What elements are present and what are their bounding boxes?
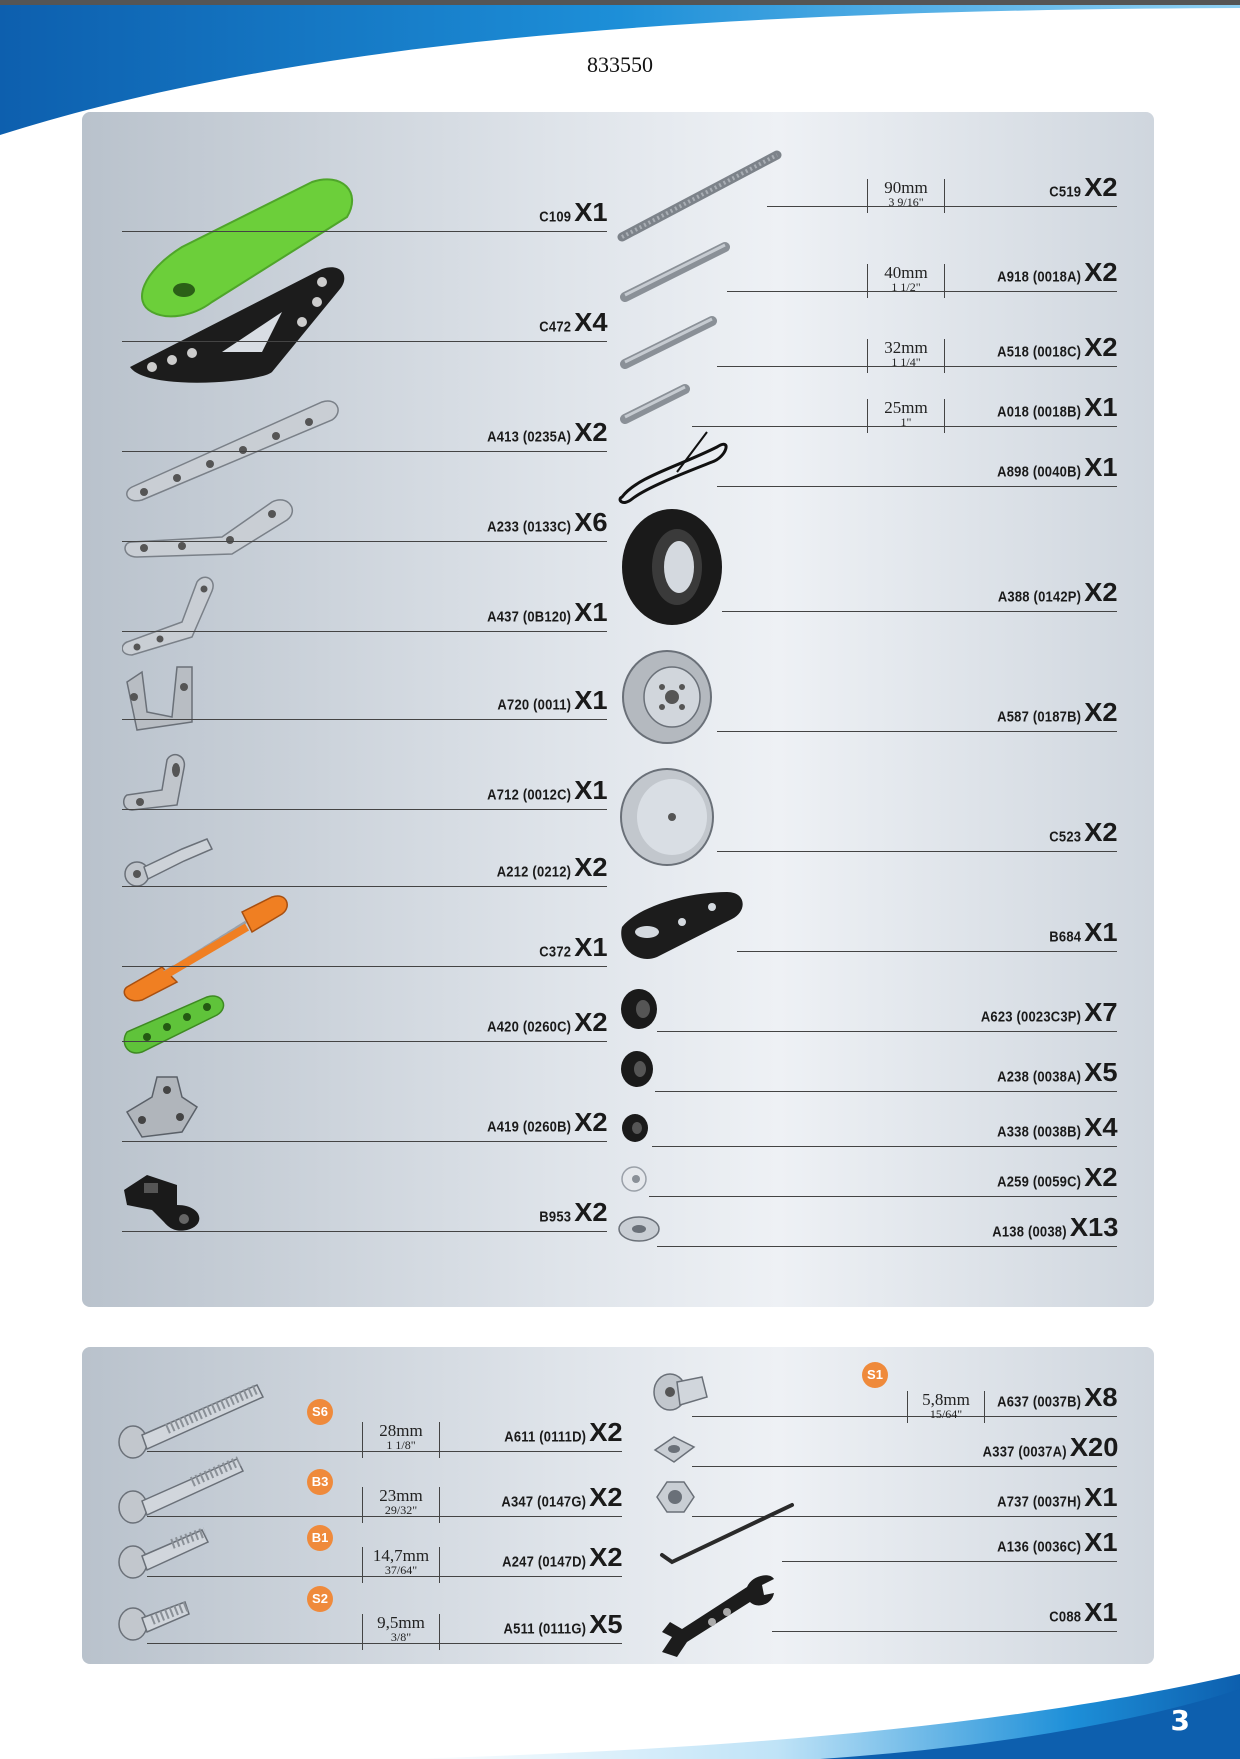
part-qty: X8 <box>1084 1382 1118 1412</box>
part-qty: X1 <box>574 685 608 715</box>
part-qty: X20 <box>1069 1432 1119 1462</box>
part-row-a259 <box>617 1152 1117 1197</box>
part-qty: X2 <box>574 1107 608 1137</box>
part-row-c372 <box>122 912 607 967</box>
part-qty: X2 <box>1084 577 1118 607</box>
cable-icon <box>617 427 737 507</box>
length-inch: 1 1/8" <box>386 1438 416 1452</box>
part-qty: X2 <box>589 1542 623 1572</box>
screw-badge: B3 <box>307 1469 333 1495</box>
length-mm: 23mm <box>379 1486 423 1505</box>
part-qty: X2 <box>1084 172 1118 202</box>
axle-25-icon <box>617 377 697 427</box>
length-mm: 25mm <box>884 398 928 417</box>
part-code: A712 (0012C) <box>487 785 572 804</box>
tyre-icon <box>617 507 727 627</box>
spacer-large-icon <box>617 987 662 1032</box>
square-nut-icon <box>652 1432 697 1467</box>
part-row-a918 <box>617 242 1117 292</box>
spacer-small-icon <box>619 1112 651 1144</box>
part-code: A720 (0011) <box>497 695 572 714</box>
part-row-a018 <box>617 377 1117 427</box>
part-qty: X2 <box>1084 1162 1118 1192</box>
green-connector-icon <box>122 987 232 1057</box>
parts-panel <box>82 112 1154 1307</box>
shock-absorber-icon <box>122 892 292 1002</box>
part-code: A388 (0142P) <box>997 587 1082 606</box>
bent-strip-icon <box>122 567 222 657</box>
part-code: A247 (0147D) <box>502 1552 587 1571</box>
part-code: A413 (0235A) <box>487 427 572 446</box>
angle-bracket-icon <box>122 750 202 815</box>
part-qty: X2 <box>1084 332 1118 362</box>
hinge-connector-icon <box>122 1072 202 1142</box>
part-code: C088 <box>1049 1607 1082 1626</box>
part-code: A420 (0260C) <box>487 1017 572 1036</box>
part-qty: X1 <box>1084 392 1118 422</box>
part-code: A437 (0B120) <box>487 607 572 626</box>
screw-147-icon <box>117 1512 217 1582</box>
part-code: C372 <box>539 942 572 961</box>
part-row-a138 <box>617 1202 1117 1247</box>
part-code: C523 <box>1049 827 1082 846</box>
part-row-a623 <box>617 987 1117 1032</box>
part-row-b953 <box>122 1177 607 1232</box>
part-code: B684 <box>1049 927 1082 946</box>
pulley-disc-icon <box>617 767 717 867</box>
angle-strip-icon <box>122 482 302 562</box>
fasteners-panel <box>82 1347 1154 1664</box>
part-row-a419 <box>122 1087 607 1142</box>
length-inch: 29/32" <box>384 1503 418 1517</box>
length-mm: 9,5mm <box>377 1613 425 1632</box>
part-code: A338 (0038B) <box>997 1122 1082 1141</box>
length-inch: 37/64" <box>384 1563 418 1577</box>
axle-32-icon <box>617 309 727 374</box>
part-row-c523 <box>617 772 1117 852</box>
length-mm: 14,7mm <box>372 1546 430 1565</box>
clip-icon <box>122 829 222 889</box>
length-mm: 5,8mm <box>922 1390 970 1409</box>
part-code: A518 (0018C) <box>997 342 1082 361</box>
part-row-a338 <box>617 1102 1117 1147</box>
screw-badge: S1 <box>862 1362 888 1388</box>
hex-key-icon <box>652 1500 802 1570</box>
part-row-a212 <box>122 837 607 887</box>
fastener-row-a611 <box>117 1387 622 1452</box>
collar-icon <box>619 1164 649 1194</box>
part-qty: X2 <box>1084 697 1118 727</box>
part-code: A212 (0212) <box>496 862 572 881</box>
fastener-row-a511 <box>117 1584 622 1644</box>
part-qty: X2 <box>589 1482 623 1512</box>
part-code: A347 (0147G) <box>501 1492 587 1511</box>
fastener-row-a337 <box>652 1422 1117 1467</box>
part-code: A918 (0018A) <box>997 267 1082 286</box>
part-row-a420 <box>122 992 607 1042</box>
part-row-c472 <box>122 287 607 342</box>
screw-95-icon <box>117 1584 197 1644</box>
wrench-icon <box>652 1567 782 1662</box>
axle-40-icon <box>617 237 737 307</box>
part-code: C519 <box>1049 182 1082 201</box>
part-qty: X1 <box>574 597 608 627</box>
footer-swoosh <box>0 1659 1240 1759</box>
screw-badge: S6 <box>307 1399 333 1425</box>
part-row-a587 <box>617 652 1117 732</box>
part-code: A637 (0037B) <box>997 1392 1082 1411</box>
fastener-row-a136 <box>652 1512 1117 1562</box>
fastener-row-c088 <box>652 1572 1117 1632</box>
part-row-a388 <box>617 512 1117 612</box>
part-row-a437 <box>122 582 607 632</box>
part-qty: X7 <box>1084 997 1118 1027</box>
document-number: 833550 <box>587 52 653 77</box>
part-code: A018 (0018B) <box>997 402 1082 421</box>
part-qty: X1 <box>574 932 608 962</box>
grub-screw-icon <box>652 1367 712 1417</box>
part-row-a720 <box>122 670 607 720</box>
length-inch: 3/8" <box>390 1630 412 1644</box>
part-row-a898 <box>617 437 1117 487</box>
length-inch: 15/64" <box>929 1407 963 1421</box>
length-mm: 32mm <box>884 338 928 357</box>
screw-badge: S2 <box>307 1586 333 1612</box>
part-qty: X1 <box>1084 1482 1118 1512</box>
part-code: A898 (0040B) <box>997 462 1082 481</box>
fastener-row-a247 <box>117 1517 622 1577</box>
fastener-row-a347 <box>117 1457 622 1517</box>
double-bracket-icon <box>122 662 202 732</box>
part-qty: X1 <box>1084 917 1118 947</box>
part-code: A233 (0133C) <box>487 517 572 536</box>
part-code: A138 (0038) <box>992 1222 1067 1241</box>
part-qty: X2 <box>1084 817 1118 847</box>
part-code: A511 (0111G) <box>503 1619 587 1638</box>
curved-plate-icon <box>617 887 747 962</box>
part-code: C109 <box>539 207 572 226</box>
part-qty: X13 <box>1069 1212 1119 1242</box>
part-qty: X4 <box>1084 1112 1118 1142</box>
part-row-c109 <box>122 172 607 232</box>
rim-icon <box>617 647 717 747</box>
black-mount-icon <box>122 1165 212 1235</box>
part-code: A259 (0059C) <box>997 1172 1082 1191</box>
part-row-a518 <box>617 317 1117 367</box>
part-qty: X4 <box>574 307 608 337</box>
part-qty: X2 <box>574 1007 608 1037</box>
fastener-row-a637 <box>652 1367 1118 1421</box>
black-triangle-plate-icon <box>122 257 352 387</box>
part-code: A611 (0111D) <box>504 1427 587 1446</box>
length-inch: 1 1/4" <box>891 355 921 369</box>
part-qty: X2 <box>574 852 608 882</box>
washer-icon <box>617 1214 661 1244</box>
part-row-c519 <box>617 157 1117 207</box>
part-code: A238 (0038A) <box>997 1067 1082 1086</box>
part-qty: X5 <box>1084 1057 1118 1087</box>
part-qty: X2 <box>574 417 608 447</box>
length-mm: 28mm <box>379 1421 423 1440</box>
part-qty: X1 <box>1084 1597 1118 1627</box>
part-qty: X2 <box>1084 257 1118 287</box>
spacer-medium-icon <box>617 1049 657 1089</box>
part-qty: X1 <box>1084 452 1118 482</box>
length-inch: 1" <box>900 415 912 429</box>
part-row-a233 <box>122 492 607 542</box>
screw-badge: B1 <box>307 1525 333 1551</box>
length-inch: 1 1/2" <box>891 280 921 294</box>
part-code: A337 (0037A) <box>982 1442 1067 1461</box>
part-qty: X1 <box>574 775 608 805</box>
part-row-a238 <box>617 1047 1117 1092</box>
part-row-a712 <box>122 760 607 810</box>
length-mm: 40mm <box>884 263 928 282</box>
part-code: A623 (0023C3P) <box>980 1007 1082 1026</box>
part-row-b684 <box>617 892 1117 952</box>
part-code: A419 (0260B) <box>487 1117 572 1136</box>
part-code: A587 (0187B) <box>997 707 1082 726</box>
part-code: A136 (0036C) <box>997 1537 1082 1556</box>
part-code: C472 <box>539 317 572 336</box>
part-qty: X1 <box>1084 1527 1118 1557</box>
threaded-rod-icon <box>617 147 787 247</box>
part-qty: X2 <box>574 1197 608 1227</box>
part-qty: X5 <box>589 1609 623 1639</box>
length-mm: 90mm <box>884 178 928 197</box>
part-qty: X6 <box>574 507 608 537</box>
part-code: B953 <box>539 1207 572 1226</box>
length-inch: 3 9/16" <box>888 195 924 209</box>
page-number: 3 <box>1170 1704 1190 1737</box>
part-qty: X2 <box>589 1417 623 1447</box>
part-row-a413 <box>122 402 607 452</box>
part-qty: X1 <box>574 197 608 227</box>
part-code: A737 (0037H) <box>997 1492 1082 1511</box>
